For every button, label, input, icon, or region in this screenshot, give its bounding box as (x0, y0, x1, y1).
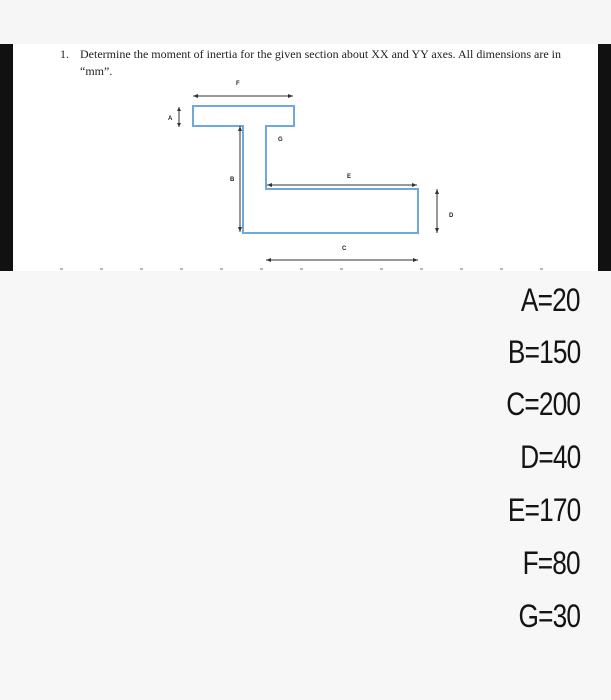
arrowhead (412, 183, 417, 187)
document-page (0, 44, 611, 271)
arrowhead (435, 189, 439, 194)
value-b: B=150 (507, 334, 580, 370)
section-outline (193, 106, 418, 233)
value-e: E=170 (507, 492, 580, 528)
value-f: F=80 (522, 545, 580, 581)
arrowhead (177, 107, 181, 111)
question-number: 1. (60, 47, 69, 61)
label-g: G (278, 137, 283, 143)
arrowhead (177, 123, 181, 127)
label-e: E (347, 174, 352, 180)
section-diagram (0, 44, 611, 271)
value-c: C=200 (506, 386, 580, 422)
label-a: A (168, 116, 173, 122)
label-b: B (230, 177, 235, 183)
label-c: C (342, 246, 347, 252)
arrowhead (267, 183, 272, 187)
arrowhead (266, 258, 271, 262)
arrowhead (413, 258, 418, 262)
question-text: Determine the moment of inertia for the given section about XX and YY axes. All dimensions are in “mm”. (80, 47, 561, 78)
label-d: D (449, 213, 454, 219)
label-f: F (236, 81, 240, 87)
cropped-text-remnant (60, 268, 550, 270)
arrowhead (238, 227, 242, 232)
arrowhead (193, 94, 198, 98)
arrowhead (288, 94, 293, 98)
value-a: A=20 (521, 282, 580, 318)
arrowhead (435, 228, 439, 233)
value-g: G=30 (518, 598, 580, 634)
top-margin (0, 0, 611, 44)
value-d: D=40 (519, 439, 580, 475)
